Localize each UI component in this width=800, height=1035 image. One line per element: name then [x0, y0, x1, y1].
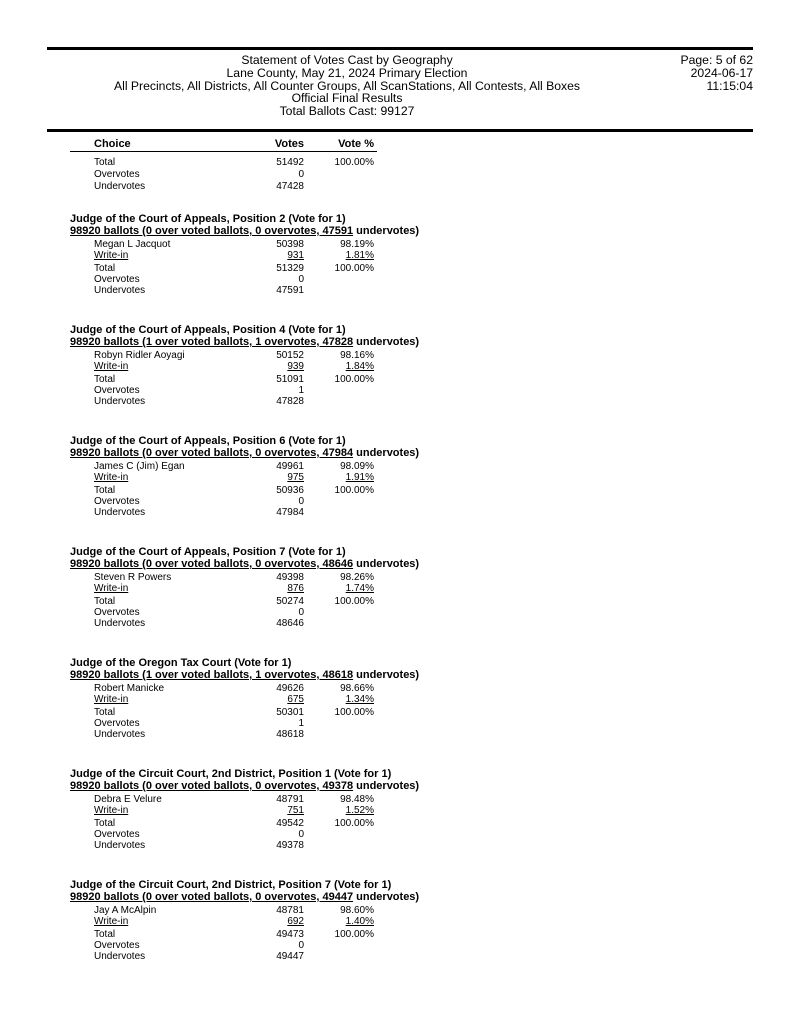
- candidate-name: Steven R Powers: [94, 572, 172, 583]
- report-title: Statement of Votes Cast by Geography: [241, 53, 453, 67]
- total-pct: 100.00%: [334, 818, 374, 829]
- overvotes-label: Overvotes: [94, 829, 140, 840]
- undervotes-row: [0, 618, 800, 629]
- contest-title: Judge of the Court of Appeals, Position 4 (Vote for 1): [70, 324, 346, 336]
- ballot-summary-underlined: 98920 ballots (0 over voted ballots, 0 overvotes, 49378: [70, 780, 354, 792]
- write-in-pct: 1.52%: [345, 805, 374, 816]
- total-row: [0, 485, 800, 496]
- overvotes-row: [0, 385, 800, 396]
- undervotes-label: Undervotes: [94, 729, 146, 740]
- contest-ballot-summary: [70, 447, 419, 459]
- overvotes-label: Overvotes: [94, 496, 140, 507]
- candidate-pct: 98.48%: [340, 794, 374, 805]
- total-label: Total: [94, 263, 116, 274]
- undervotes-count: 49447: [276, 951, 304, 962]
- candidate-name: Robert Manicke: [94, 683, 165, 694]
- overvotes-label: Overvotes: [94, 385, 140, 396]
- ballot-summary-rest: undervotes): [353, 336, 420, 348]
- overvotes-row: [0, 829, 800, 840]
- total-row: [0, 263, 800, 274]
- header-top-rule: [47, 47, 753, 50]
- candidate-pct: 98.19%: [340, 239, 374, 250]
- total-votes: 50301: [276, 707, 304, 718]
- contest-ballot-summary: [70, 669, 419, 681]
- candidate-name: Megan L Jacquot: [94, 239, 171, 250]
- undervotes-count: 47591: [276, 285, 304, 296]
- total-pct: 100.00%: [334, 929, 374, 940]
- undervotes-row: [0, 396, 800, 407]
- undervotes-label: Undervotes: [94, 396, 146, 407]
- undervotes-row: [0, 285, 800, 296]
- candidate-votes: 50398: [276, 239, 304, 250]
- undervotes-label: Undervotes: [94, 951, 146, 962]
- total-label: Total: [94, 596, 116, 607]
- overvotes-count: 0: [298, 496, 304, 507]
- write-in-row: [0, 583, 800, 594]
- candidate-row: [0, 683, 800, 694]
- row-votes: 47428: [276, 181, 304, 192]
- write-in-pct: 1.91%: [345, 472, 374, 483]
- candidate-name: James C (Jim) Egan: [94, 461, 185, 472]
- report-scope: All Precincts, All Districts, All Counter Groups, All ScanStations, All Contests, All Boxes: [113, 78, 581, 93]
- write-in-votes: 675: [287, 694, 304, 705]
- ballot-summary-underlined: 98920 ballots (0 over voted ballots, 0 overvotes, 47591: [70, 225, 354, 237]
- candidate-name: Jay A McAlpin: [94, 905, 157, 916]
- write-in-label: Write-in: [94, 805, 129, 816]
- overvotes-row: [0, 940, 800, 951]
- total-label: Total: [94, 374, 116, 385]
- page-number: Page: 5 of 62: [680, 53, 753, 67]
- row-pct: 100.00%: [334, 157, 374, 168]
- header-bottom-rule: [47, 129, 753, 132]
- undervotes-count: 47984: [276, 507, 304, 518]
- total-pct: 100.00%: [334, 485, 374, 496]
- undervotes-count: 48618: [276, 729, 304, 740]
- total-row: [0, 818, 800, 829]
- undervotes-row: [0, 951, 800, 962]
- write-in-label: Write-in: [94, 583, 129, 594]
- overvotes-label: Overvotes: [94, 274, 140, 285]
- overvotes-count: 0: [298, 829, 304, 840]
- overvotes-label: Overvotes: [94, 940, 140, 951]
- undervotes-count: 48646: [276, 618, 304, 629]
- undervotes-label: Undervotes: [94, 618, 146, 629]
- write-in-pct: 1.34%: [345, 694, 374, 705]
- contest-title: Judge of the Court of Appeals, Position 7 (Vote for 1): [70, 546, 346, 558]
- column-header-rule: [70, 151, 377, 152]
- contest-title: Judge of the Court of Appeals, Position 2 (Vote for 1): [70, 213, 346, 225]
- candidate-row: [0, 572, 800, 583]
- report-meta: [680, 54, 753, 92]
- undervotes-count: 47828: [276, 396, 304, 407]
- candidate-votes: 49961: [276, 461, 304, 472]
- write-in-votes: 692: [287, 916, 304, 927]
- write-in-label: Write-in: [94, 472, 129, 483]
- row-votes: 51492: [276, 157, 304, 168]
- candidate-pct: 98.09%: [340, 461, 374, 472]
- undervotes-row: [0, 840, 800, 851]
- contest-ballot-summary: [70, 780, 419, 792]
- column-headers: [0, 138, 800, 152]
- total-label: Total: [94, 818, 116, 829]
- candidate-pct: 98.66%: [340, 683, 374, 694]
- report-title-block: [47, 54, 647, 118]
- contest-ballot-summary: [70, 558, 419, 570]
- candidate-row: [0, 794, 800, 805]
- total-row: [0, 157, 800, 168]
- overvotes-row: [0, 169, 800, 180]
- total-votes: 49473: [276, 929, 304, 940]
- total-row: [0, 596, 800, 607]
- contest-ballot-summary: [70, 225, 419, 237]
- undervotes-row: [0, 181, 800, 192]
- overvotes-count: 0: [298, 274, 304, 285]
- overvotes-row: [0, 496, 800, 507]
- write-in-label: Write-in: [94, 250, 129, 261]
- ballot-summary-underlined: 98920 ballots (1 over voted ballots, 1 overvotes, 48618: [70, 669, 354, 681]
- contest-title: Judge of the Circuit Court, 2nd District, Position 1 (Vote for 1): [70, 768, 392, 780]
- report-date: 2024-06-17: [690, 65, 753, 80]
- ballot-summary-underlined: 98920 ballots (0 over voted ballots, 0 overvotes, 47984: [70, 447, 354, 459]
- column-choice: Choice: [94, 138, 131, 150]
- write-in-votes: 751: [287, 805, 304, 816]
- candidate-votes: 49626: [276, 683, 304, 694]
- ballot-summary-rest: undervotes): [353, 447, 420, 459]
- candidate-row: [0, 461, 800, 472]
- ballot-summary-underlined: 98920 ballots (1 over voted ballots, 1 overvotes, 47828: [70, 336, 354, 348]
- ballot-summary-underlined: 98920 ballots (0 over voted ballots, 0 overvotes, 49447: [70, 891, 354, 903]
- total-votes: 51091: [276, 374, 304, 385]
- total-row: [0, 707, 800, 718]
- write-in-row: [0, 361, 800, 372]
- write-in-row: [0, 250, 800, 261]
- candidate-row: [0, 350, 800, 361]
- row-label: Overvotes: [94, 169, 140, 180]
- overvotes-count: 0: [298, 607, 304, 618]
- results-status: Official Final Results: [291, 91, 403, 106]
- write-in-pct: 1.40%: [345, 916, 374, 927]
- total-row: [0, 374, 800, 385]
- candidate-row: [0, 905, 800, 916]
- candidate-votes: 50152: [276, 350, 304, 361]
- total-label: Total: [94, 707, 116, 718]
- undervotes-row: [0, 729, 800, 740]
- election-name: Lane County, May 21, 2024 Primary Election: [226, 65, 468, 80]
- candidate-name: Debra E Velure: [94, 794, 162, 805]
- contest-title: Judge of the Circuit Court, 2nd District, Position 7 (Vote for 1): [70, 879, 392, 891]
- overvotes-count: 1: [298, 718, 304, 729]
- contest-title: Judge of the Court of Appeals, Position 6 (Vote for 1): [70, 435, 346, 447]
- overvotes-label: Overvotes: [94, 718, 140, 729]
- write-in-votes: 876: [287, 583, 304, 594]
- total-ballots-cast: Total Ballots Cast: 99127: [279, 104, 415, 119]
- undervotes-label: Undervotes: [94, 507, 146, 518]
- total-label: Total: [94, 485, 116, 496]
- write-in-pct: 1.81%: [345, 250, 374, 261]
- write-in-votes: 939: [287, 361, 304, 372]
- ballot-summary-rest: undervotes): [353, 891, 420, 903]
- undervotes-label: Undervotes: [94, 840, 146, 851]
- total-pct: 100.00%: [334, 374, 374, 385]
- report-header: [47, 54, 753, 128]
- write-in-votes: 975: [287, 472, 304, 483]
- total-row: [0, 929, 800, 940]
- overvotes-count: 0: [298, 940, 304, 951]
- overvotes-row: [0, 718, 800, 729]
- total-votes: 49542: [276, 818, 304, 829]
- write-in-label: Write-in: [94, 694, 129, 705]
- ballot-summary-rest: undervotes): [353, 669, 420, 681]
- overvotes-row: [0, 274, 800, 285]
- undervotes-row: [0, 507, 800, 518]
- write-in-row: [0, 694, 800, 705]
- candidate-row: [0, 239, 800, 250]
- row-label: Total: [94, 157, 116, 168]
- write-in-row: [0, 805, 800, 816]
- total-label: Total: [94, 929, 116, 940]
- write-in-pct: 1.74%: [345, 583, 374, 594]
- write-in-row: [0, 472, 800, 483]
- report-time: 11:15:04: [706, 78, 753, 93]
- ballot-summary-rest: undervotes): [353, 225, 420, 237]
- contest-title: Judge of the Oregon Tax Court (Vote for 1): [70, 657, 292, 669]
- column-votes: Votes: [274, 138, 304, 150]
- candidate-votes: 48781: [276, 905, 304, 916]
- overvotes-row: [0, 607, 800, 618]
- row-label: Undervotes: [94, 181, 146, 192]
- candidate-pct: 98.16%: [340, 350, 374, 361]
- total-pct: 100.00%: [334, 263, 374, 274]
- write-in-votes: 931: [287, 250, 304, 261]
- write-in-row: [0, 916, 800, 927]
- candidate-pct: 98.26%: [340, 572, 374, 583]
- ballot-summary-underlined: 98920 ballots (0 over voted ballots, 0 overvotes, 48646: [70, 558, 354, 570]
- contest-ballot-summary: [70, 891, 419, 903]
- candidate-votes: 48791: [276, 794, 304, 805]
- total-pct: 100.00%: [334, 596, 374, 607]
- total-votes: 50936: [276, 485, 304, 496]
- contest-ballot-summary: [70, 336, 419, 348]
- undervotes-count: 49378: [276, 840, 304, 851]
- ballot-summary-rest: undervotes): [353, 780, 420, 792]
- ballot-summary-rest: undervotes): [353, 558, 420, 570]
- total-votes: 51329: [276, 263, 304, 274]
- column-vote-pct: Vote %: [338, 138, 374, 150]
- total-votes: 50274: [276, 596, 304, 607]
- overvotes-label: Overvotes: [94, 607, 140, 618]
- undervotes-label: Undervotes: [94, 285, 146, 296]
- candidate-name: Robyn Ridler Aoyagi: [94, 350, 185, 361]
- write-in-label: Write-in: [94, 916, 129, 927]
- write-in-pct: 1.84%: [345, 361, 374, 372]
- total-pct: 100.00%: [334, 707, 374, 718]
- candidate-pct: 98.60%: [340, 905, 374, 916]
- candidate-votes: 49398: [276, 572, 304, 583]
- overvotes-count: 1: [298, 385, 304, 396]
- write-in-label: Write-in: [94, 361, 129, 372]
- row-votes: 0: [298, 169, 304, 180]
